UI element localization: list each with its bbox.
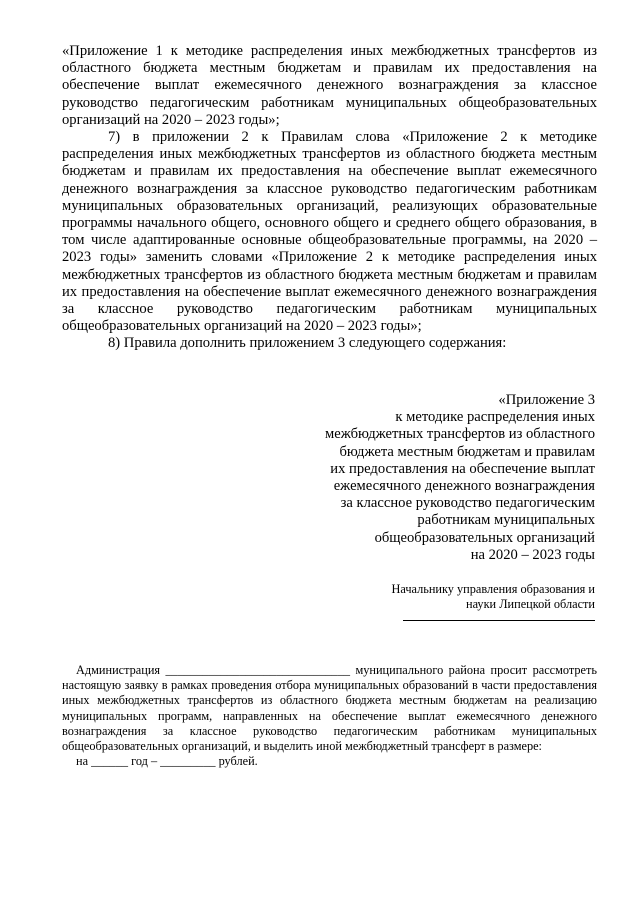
appendix-header-line: ежемесячного денежного вознаграждения xyxy=(333,478,595,495)
application-text xyxy=(62,663,597,769)
appendix-header-line: бюджета местным бюджетам и правилам xyxy=(339,443,595,460)
appendix-header-line: к методике распределения иных xyxy=(395,409,595,426)
main-text xyxy=(62,43,597,353)
appendix-header-line: работникам муниципальных xyxy=(417,512,595,529)
appendix-header-line: межбюджетных трансфертов из областного xyxy=(325,426,595,443)
application-paragraph: Администрация ______________________________ муниципального района просит рассмотреть настоящую заявку в рамках проведения отбора муниципальных образований в части предоставления иных межбюджетных трансфертов из областного бюджета местным бюджетам на реализацию муниципальных программ, направленных на обеспечение выплат ежемесячного денежного вознаграждения за классное руководство педагогическим работникам муниципальных общеобразовательных организаций, и выделить иной межбюджетный трансферт в размере: xyxy=(62,663,597,754)
appendix-header-line: «Приложение 3 xyxy=(498,392,595,408)
appendix-header-line: за классное руководство педагогическим xyxy=(340,495,595,512)
paragraph-appendix-1-quote: «Приложение 1 к методике распределения иных межбюджетных трансфертов из областного бюджета местным бюджетам и правилам их предоставления на обеспечение выплат ежемесячного денежного вознаграждения за классное руководство педагогическим работникам муниципальных общеобразовательных организаций на 2020 – 2023 годы»; xyxy=(62,43,597,128)
paragraph-item-7: 7) в приложении 2 к Правилам слова «Приложение 2 к методике распределения иных межбюджетных трансфертов из областного бюджета местным бюджетам и правилам их предоставления на обеспечение выплат ежемесячного денежного вознаграждения за классное руководство педагогическим работникам муниципальных образовательных организаций, реализующих образовательные программы начального общего, основного общего и среднего общего образования, в том числе адаптированные основные общеобразовательные программы, на 2020 – 2023 годы» заменить словами «Приложение 2 к методике распределения иных межбюджетных трансфертов из областного бюджета местным бюджетам и правилам их предоставления на обеспечение выплат ежемесячного денежного вознаграждения за классное руководство педагогическим работникам муниципальных общеобразовательных организаций на 2020 – 2023 годы»; xyxy=(62,129,597,335)
appendix-header-line: их предоставления на обеспечение выплат xyxy=(330,460,595,477)
addressee-underline xyxy=(403,620,595,621)
paragraph-item-8: 8) Правила дополнить приложением 3 следующего содержания: xyxy=(108,335,507,352)
appendix-3-header xyxy=(295,392,595,564)
appendix-header-line: на 2020 – 2023 годы xyxy=(470,546,595,563)
addressee-line-2: науки Липецкой области xyxy=(466,597,595,611)
appendix-header-line: общеобразовательных организаций xyxy=(374,529,595,546)
addressee-line-1: Начальнику управления образования и xyxy=(391,582,595,596)
addressee-block xyxy=(335,582,595,612)
application-amount-line: на ______ год – _________ рублей. xyxy=(76,754,258,769)
